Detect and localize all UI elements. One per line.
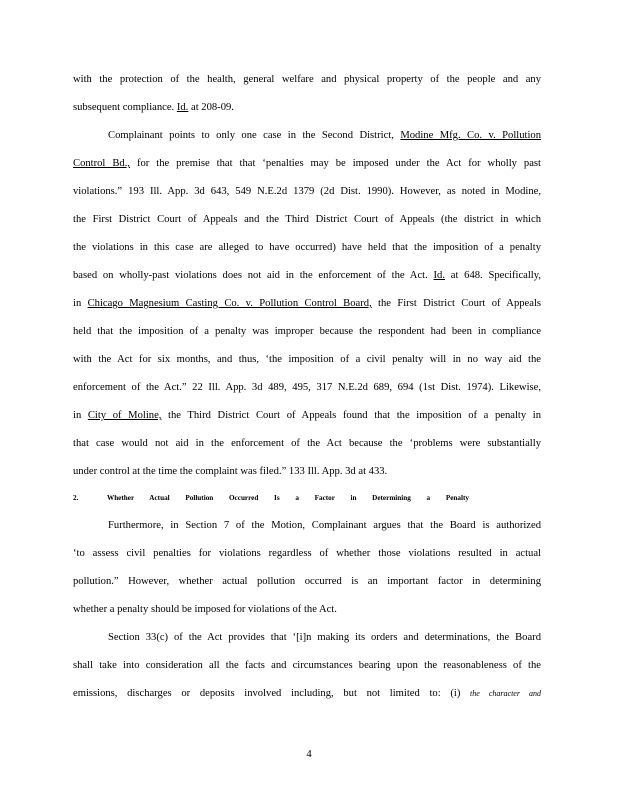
text-fragment: emissions, discharges or deposits involved including, but not limited to: (i) xyxy=(73,688,471,699)
text-line xyxy=(108,129,541,143)
section-title: Whether Actual Pollution Occurred Is a Factor in Determining a Penalty xyxy=(107,494,469,502)
text-fragment: subsequent compliance. xyxy=(73,102,177,113)
text-line: Furthermore, in Section 7 of the Motion, Complainant argues that the Board is authorized xyxy=(108,520,541,531)
text-line xyxy=(73,101,541,115)
section-number: 2. xyxy=(73,494,79,502)
case-name-modine-cont: Control Bd., xyxy=(73,158,130,169)
text-line: held that the imposition of a penalty was improper because the respondent had been in compliance xyxy=(73,326,541,337)
section-heading xyxy=(73,492,473,504)
text-line: shall take into consideration all the facts and circumstances bearing upon the reasonableness of the xyxy=(73,660,541,671)
case-name-moline: City of Moline, xyxy=(87,410,162,421)
text-fragment: the First District Court of Appeals xyxy=(371,298,542,309)
text-fragment: the Third District Court of Appeals found that the imposition of a penalty in xyxy=(161,410,541,421)
text-line xyxy=(73,687,541,701)
text-line: enforcement of the Act.” 22 Ill. App. 3d 489, 495, 317 N.E.2d 689, 694 (1st Dist. 1974). Likewise, xyxy=(73,382,541,393)
text-fragment: based on wholly-past violations does not aid in the enforcement of the Act. xyxy=(73,270,434,281)
text-line xyxy=(73,409,541,423)
text-line: the violations in this case are alleged to have occurred) have held that the imposition of a penalty xyxy=(73,242,541,253)
text-fragment: in xyxy=(73,298,88,309)
text-line xyxy=(73,157,541,171)
case-citation-id: Id. xyxy=(433,270,445,281)
case-name-modine: Modine Mfg. Co. v. Pollution xyxy=(400,130,541,141)
text-line: Section 33(c) of the Act provides that ‘[i]n making its orders and determinations, the Board xyxy=(108,632,541,643)
text-fragment: Complainant points to only one case in the Second District, xyxy=(108,130,401,141)
text-line: with the protection of the health, general welfare and physical property of the people and any xyxy=(73,74,541,85)
text-fragment: at 648. Specifically, xyxy=(445,270,542,281)
text-line: violations.” 193 Ill. App. 3d 643, 549 N.E.2d 1379 (2d Dist. 1990). However, as noted in Modine, xyxy=(73,186,541,197)
text-line xyxy=(73,269,541,283)
case-citation-id: Id. xyxy=(176,102,189,113)
text-line: with the Act for six months, and thus, ‘the imposition of a civil penalty will in no way aid the xyxy=(73,354,541,365)
text-fragment: at 208-09. xyxy=(188,102,234,113)
text-line xyxy=(73,297,541,311)
text-line: that case would not aid in the enforcement of the Act because the ‘problems were substantially xyxy=(73,438,541,449)
text-fragment: for the premise that that ‘penalties may be imposed under the Act for wholly past xyxy=(130,158,541,169)
text-line: the First District Court of Appeals and the Third District Court of Appeals (the district in which xyxy=(73,214,541,225)
text-line: whether a penalty should be imposed for violations of the Act. xyxy=(73,604,337,615)
text-line: pollution.” However, whether actual pollution occurred is an important factor in determining xyxy=(73,576,541,587)
case-name-chicago-magnesium: Chicago Magnesium Casting Co. v. Pollution Control Board, xyxy=(87,298,372,309)
page-number: 4 xyxy=(306,749,312,760)
italic-phrase: the character and xyxy=(470,689,541,698)
text-fragment: in xyxy=(73,410,88,421)
text-line: ‘to assess civil penalties for violations regardless of whether those violations resulted in actual xyxy=(73,548,541,559)
text-line: under control at the time the complaint was filed.” 133 Ill. App. 3d at 433. xyxy=(73,466,388,477)
